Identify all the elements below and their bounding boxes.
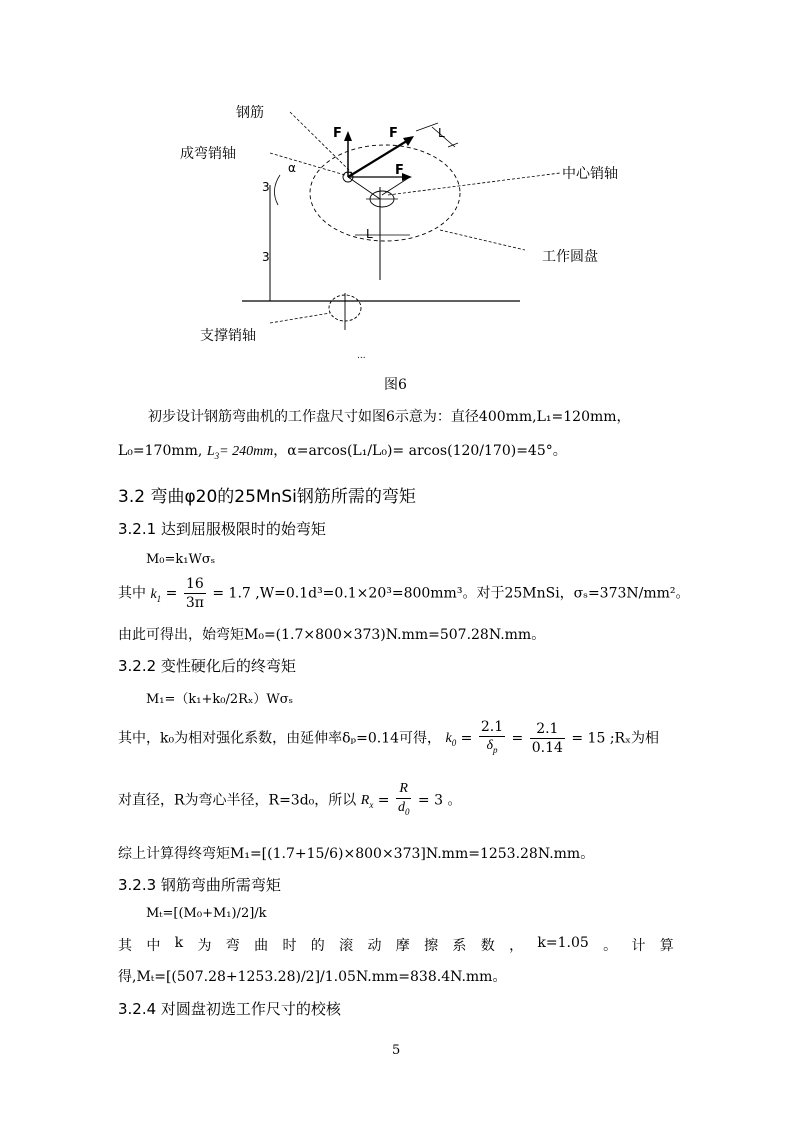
k0-symbol: $k_0$	[445, 731, 457, 749]
fraction-R-d0: $\frac{R}{d_0}$	[397, 781, 410, 817]
formula-M0: M₀=k₁Wσₛ	[146, 552, 216, 567]
label-bending-pin: 成弯销轴	[180, 146, 236, 162]
fraction-2-1-delta: $\frac{2.1}{\delta_p}$	[480, 719, 504, 755]
intro-L3-value: = 240mm	[219, 444, 274, 459]
intro-line-2	[118, 440, 567, 461]
label-work-disk: 工作圆盘	[542, 249, 598, 265]
s322-line-2: 对直径，R为弯心半径，R=3d₀，所以 $R_x$ = $\frac{R}{d_0}$ = 3 。	[118, 780, 461, 821]
section-3-2-4-title: 3.2.4 对圆盘初选工作尺寸的校核	[118, 1000, 341, 1018]
intro-line-1: 初步设计钢筋弯曲机的工作盘尺寸如图6示意为：直径400mm,L₁=120mm，	[148, 409, 631, 425]
section-3-2-1-title: 3.2.1 达到屈服极限时的始弯矩	[118, 520, 326, 538]
intro-L3-symbol: $L_3$	[206, 444, 220, 461]
label-F-horizontal: F	[395, 163, 404, 178]
s322-line-1: 其中，k₀为相对强化系数，由延伸率δₚ=0.14可得， $k_0$ = $\frac{2.1}{\delta_p}$ = $\frac{2.1}{0.14}$ = 15 ;Rₓ为相	[118, 718, 659, 759]
figure-6-diagram	[170, 95, 640, 365]
label-L-side: L	[438, 126, 445, 140]
Rx-symbol: $R_x$	[360, 793, 374, 811]
fraction-16-3pi: $\frac{16}{3\pi}$	[185, 576, 204, 611]
s321-line-1: 其中 $k_1$ = $\frac{16}{3\pi}$ = 1.7 ,W=0.1d³=0.1×20³=800mm³。对于25MnSi，σₛ=373N/mm²。	[118, 576, 690, 611]
s323-line-1: 其 中 k 为 弯 曲 时 的 滚 动 摩 擦 系 数 ， k=1.05 。 计 算	[118, 935, 674, 954]
section-3-2-2-title: 3.2.2 变性硬化后的终弯矩	[118, 657, 296, 675]
label-support-pin: 支撑销轴	[200, 328, 256, 344]
section-3-2-3-title: 3.2.3 钢筋弯曲所需弯矩	[118, 876, 281, 894]
label-L3-upper: 3	[262, 180, 270, 194]
s322-line-3: 综上计算得终弯矩M₁=[(1.7+15/6)×800×373]N.mm=1253.28N.mm。	[118, 846, 595, 862]
s321-line-2: 由此可得出，始弯矩M₀=(1.7×800×373)N.mm=507.28N.mm。	[118, 627, 546, 643]
k1-symbol: $k_1$	[150, 586, 162, 604]
label-alpha: α	[288, 161, 296, 175]
label-steel-bar: 钢筋	[236, 105, 264, 121]
intro-line-2-a: L₀=170mm,	[118, 443, 203, 459]
section-3-2-title: 3.2 弯曲φ20的25MnSi钢筋所需的弯矩	[118, 487, 416, 507]
fraction-2-1-0-14: $\frac{2.1}{0.14}$	[531, 720, 563, 756]
label-center-pin: 中心销轴	[562, 166, 618, 182]
formula-M1: M₁=（k₁+k₀/2Rₓ）Wσₛ	[146, 692, 294, 707]
intro-line-2-c: ，α=arcos(L₁/L₀)= arcos(120/170)=45°。	[273, 443, 567, 459]
s323-line-2: 得,Mₜ=[(507.28+1253.28)/2]/1.05N.mm=838.4N.mm。	[118, 969, 507, 985]
label-small-mark: ...	[357, 351, 366, 361]
formula-Mt: Mₜ=[(M₀+M₁)/2]/k	[146, 906, 267, 921]
figure-caption: 图6	[384, 377, 407, 393]
label-L3-lower: 3	[262, 250, 270, 264]
label-F-vertical: F	[333, 126, 342, 141]
page-number: 5	[392, 1043, 401, 1058]
label-F-diagonal: F	[389, 126, 398, 141]
label-L1: L	[366, 227, 373, 241]
